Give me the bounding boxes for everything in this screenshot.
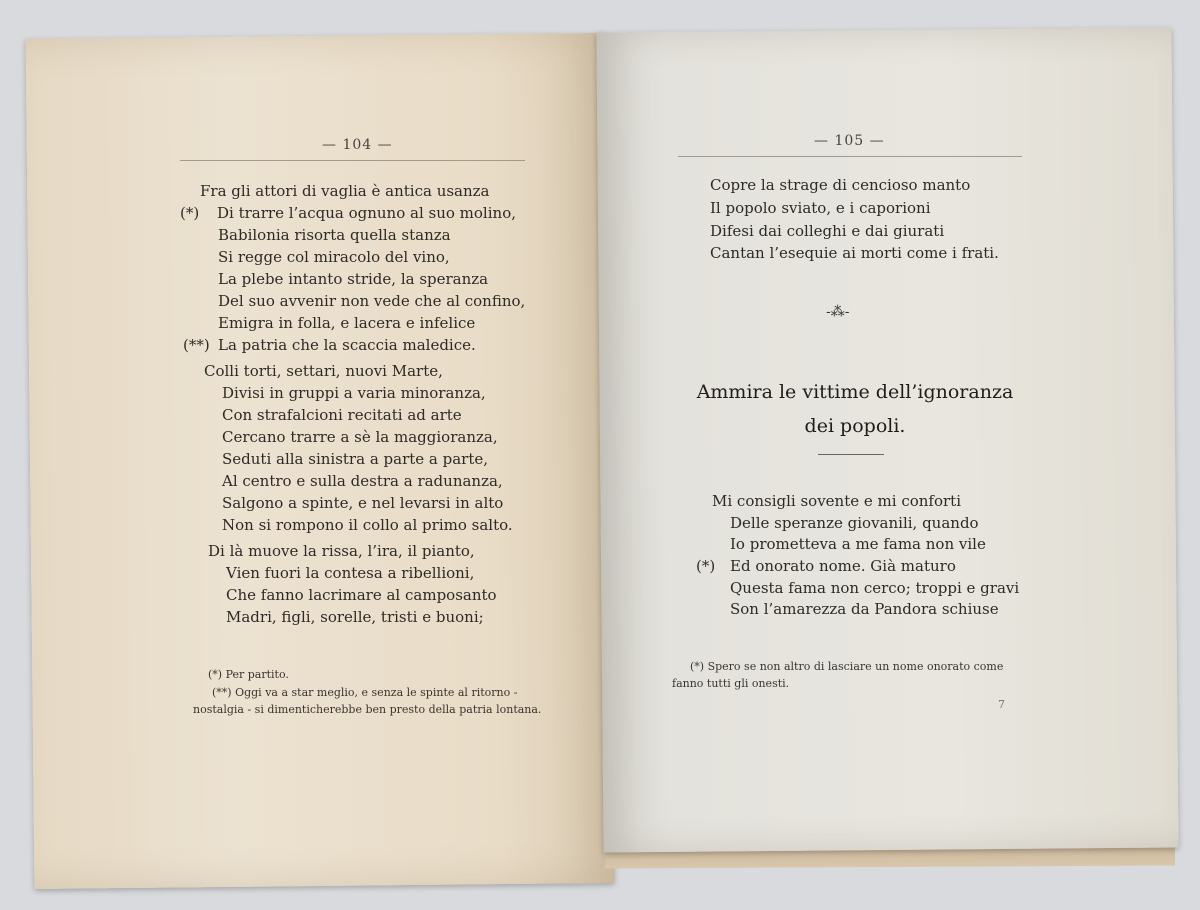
verse-line: Di trarre l’acqua ognuno al suo molino, (217, 204, 516, 222)
verse-line: Di là muove la rissa, l’ira, il pianto, (208, 542, 475, 560)
verse-line: Fra gli attori di vaglia è antica usanza (200, 182, 490, 200)
footnote-marker: (**) (183, 336, 210, 354)
right-header-rule (678, 156, 1022, 157)
footnote: nostalgia - si dimenticherebbe ben presto della patria lontana. (193, 703, 542, 716)
right-page-number: — 105 — (814, 133, 885, 149)
verse-line: Cercano trarre a sè la maggioranza, (222, 428, 498, 446)
verse-line: Non si rompono il collo al primo salto. (222, 516, 513, 534)
verse-line: Copre la strage di cencioso manto (710, 176, 971, 194)
verse-line: Son l’amarezza da Pandora schiuse (730, 600, 999, 618)
verse-line: Vien fuori la contesa a ribellioni, (226, 564, 475, 582)
verse-line: La patria che la scaccia maledice. (218, 336, 476, 354)
verse-line: Salgono a spinte, e nel levarsi in alto (222, 494, 504, 512)
verse-line: Cantan l’esequie ai morti come i frati. (710, 244, 999, 262)
footnote-marker: (*) (180, 204, 200, 222)
verse-line: Difesi dai colleghi e dai giurati (710, 222, 945, 240)
verse-line: Ed onorato nome. Già maturo (730, 557, 956, 575)
signature-mark: 7 (998, 698, 1005, 711)
poem-title-continued: dei popoli. (804, 415, 906, 437)
section-ornament: -⁂- (826, 304, 850, 320)
footnote: (*) Per partito. (208, 668, 289, 681)
verse-line: Mi consigli sovente e mi conforti (712, 492, 961, 510)
verse-line: Del suo avvenir non vede che al confino, (218, 292, 526, 310)
footnote: (**) Oggi va a star meglio, e senza le spinte al ritorno - (212, 686, 518, 699)
footnote-marker: (*) (696, 557, 716, 575)
poem-title: Ammira le vittime dell’ignoranza (696, 381, 1014, 403)
verse-line: Babilonia risorta quella stanza (218, 226, 451, 244)
verse-line: Con strafalcioni recitati ad arte (222, 406, 462, 424)
verse-line: Che fanno lacrimare al camposanto (226, 586, 497, 604)
verse-line: Si regge col miracolo del vino, (218, 248, 450, 266)
left-page-number: — 104 — (322, 137, 393, 153)
verse-line: Seduti alla sinistra a parte a parte, (222, 450, 489, 468)
verse-line: Divisi in gruppi a varia minoranza, (222, 384, 486, 402)
verse-line: Il popolo sviato, e i caporioni (710, 199, 931, 217)
verse-line: Colli torti, settari, nuovi Marte, (204, 362, 443, 380)
verse-line: Io prometteva a me fama non vile (730, 535, 986, 553)
verse-line: Questa fama non cerco; troppi e gravi (730, 579, 1020, 597)
verse-line: Emigra in folla, e lacera e infelice (218, 314, 476, 332)
verse-line: Madri, figli, sorelle, tristi e buoni; (226, 608, 484, 626)
right-page (596, 28, 1178, 853)
footnote: (*) Spero se non altro di lasciare un nome onorato come (690, 660, 1004, 673)
verse-line: Al centro e sulla destra a radunanza, (222, 472, 503, 490)
footnote: fanno tutti gli onesti. (672, 677, 790, 690)
title-underline (818, 454, 884, 455)
verse-line: Delle speranze giovanili, quando (730, 514, 979, 532)
verse-line: La plebe intanto stride, la speranza (218, 270, 489, 288)
left-header-rule (180, 160, 525, 161)
